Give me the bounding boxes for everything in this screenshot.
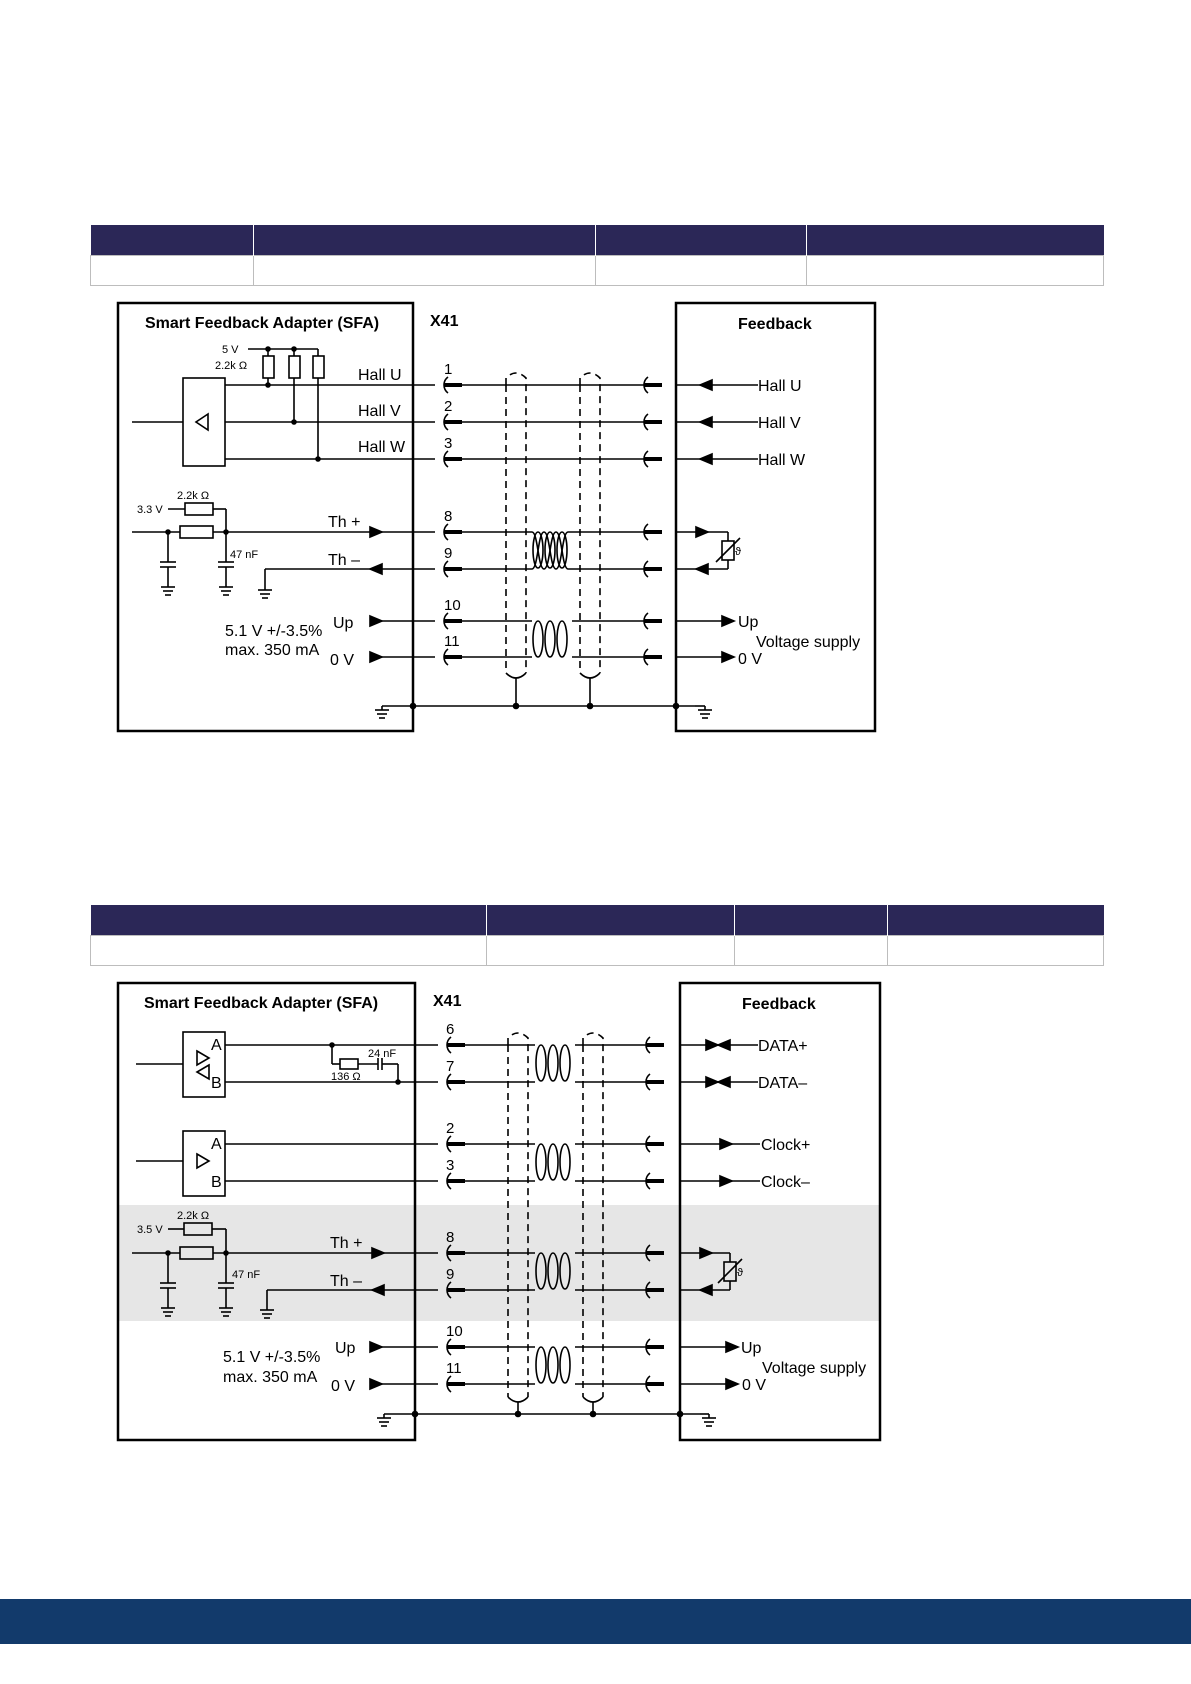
hall-u-label: Hall U: [358, 367, 402, 384]
svg-text:A: A: [211, 1037, 222, 1054]
svg-text:Hall U: Hall U: [758, 378, 802, 395]
svg-text:0 V: 0 V: [331, 1378, 356, 1395]
pin-table-2: [90, 905, 1104, 966]
svg-text:Voltage supply: Voltage supply: [756, 634, 861, 651]
table-row: [91, 936, 1104, 966]
pin-table-1: [90, 225, 1104, 286]
svg-text:3.3 V: 3.3 V: [137, 504, 163, 516]
svg-text:7: 7: [446, 1058, 455, 1075]
feedback-box: [676, 303, 875, 731]
thermistor-highlight: [118, 1205, 880, 1321]
svg-text:2.2k Ω: 2.2k Ω: [177, 490, 210, 502]
table-row: [91, 256, 1104, 286]
svg-text:11: 11: [444, 633, 460, 650]
wiring-diagram-data-clock: [110, 975, 910, 1450]
table-header-row: [91, 905, 1104, 936]
footer-bar: [0, 1599, 1191, 1644]
svg-text:Hall V: Hall V: [758, 415, 801, 432]
svg-text:A: A: [211, 1136, 222, 1153]
svg-text:47 nF: 47 nF: [230, 549, 259, 561]
th-plus-label: Th +: [330, 1235, 363, 1252]
svg-text:9: 9: [446, 1266, 455, 1283]
svg-text:Up: Up: [741, 1340, 762, 1357]
twisted-pair-supply: [533, 621, 567, 657]
svg-text:24 nF: 24 nF: [368, 1048, 397, 1060]
svg-text:Up: Up: [738, 614, 759, 631]
svg-text:Up: Up: [333, 615, 354, 632]
svg-text:DATA–: DATA–: [758, 1075, 808, 1092]
svg-text:1: 1: [444, 361, 453, 378]
th-plus-label: Th +: [328, 514, 361, 531]
hall-v-label: Hall V: [358, 403, 401, 420]
feedback-title: Feedback: [742, 996, 816, 1013]
cable-shield: [506, 373, 600, 673]
table-header-row: [91, 225, 1104, 256]
svg-text:3: 3: [446, 1157, 455, 1174]
th-minus-label: Th –: [330, 1273, 363, 1290]
svg-text:2.2k Ω: 2.2k Ω: [177, 1210, 210, 1222]
twisted-pair-data: [536, 1045, 570, 1081]
svg-text:0 V: 0 V: [330, 652, 355, 669]
feedback-title: Feedback: [738, 316, 812, 333]
svg-text:8: 8: [444, 508, 453, 525]
connector-label: X41: [430, 313, 459, 330]
svg-text:B: B: [211, 1174, 222, 1191]
svg-text:2: 2: [444, 398, 453, 415]
svg-text:Clock–: Clock–: [761, 1174, 810, 1191]
svg-text:2.2k Ω: 2.2k Ω: [215, 360, 248, 372]
svg-text:Hall W: Hall W: [758, 452, 806, 469]
svg-text:8: 8: [446, 1229, 455, 1246]
svg-text:0 V: 0 V: [738, 651, 763, 668]
svg-text:9: 9: [444, 545, 453, 562]
th-minus-label: Th –: [328, 552, 361, 569]
connector-label: X41: [433, 993, 462, 1010]
svg-text:3: 3: [444, 435, 453, 452]
sfa-title: Smart Feedback Adapter (SFA): [144, 995, 379, 1012]
twisted-pair-th: [532, 532, 572, 569]
svg-text:ϑ: ϑ: [735, 546, 742, 558]
svg-text:6: 6: [446, 1021, 455, 1038]
sfa-title: Smart Feedback Adapter (SFA): [145, 315, 380, 332]
svg-text:2: 2: [446, 1120, 455, 1137]
svg-text:max. 350 mA: max. 350 mA: [225, 642, 320, 659]
svg-text:Voltage supply: Voltage supply: [762, 1360, 867, 1377]
svg-text:B: B: [211, 1075, 222, 1092]
svg-text:5 V: 5 V: [222, 344, 239, 356]
svg-text:max. 350 mA: max. 350 mA: [223, 1369, 318, 1386]
svg-text:ϑ: ϑ: [737, 1267, 744, 1279]
twisted-pair-clock: [536, 1144, 570, 1180]
svg-text:10: 10: [446, 1323, 463, 1340]
hall-w-label: Hall W: [358, 439, 406, 456]
feedback-connector-pins: [644, 377, 662, 665]
svg-text:0 V: 0 V: [742, 1377, 767, 1394]
svg-text:5.1 V +/-3.5%: 5.1 V +/-3.5%: [225, 623, 323, 640]
svg-text:10: 10: [444, 597, 461, 614]
svg-text:11: 11: [446, 1360, 462, 1377]
wiring-diagram-hall: [110, 295, 910, 740]
svg-text:5.1 V +/-3.5%: 5.1 V +/-3.5%: [223, 1349, 321, 1366]
svg-text:136 Ω: 136 Ω: [331, 1071, 361, 1083]
twisted-pair-supply: [536, 1347, 570, 1383]
svg-text:47 nF: 47 nF: [232, 1269, 261, 1281]
svg-text:DATA+: DATA+: [758, 1038, 808, 1055]
svg-text:Up: Up: [335, 1340, 356, 1357]
svg-text:Clock+: Clock+: [761, 1137, 811, 1154]
svg-text:3.5 V: 3.5 V: [137, 1224, 163, 1236]
